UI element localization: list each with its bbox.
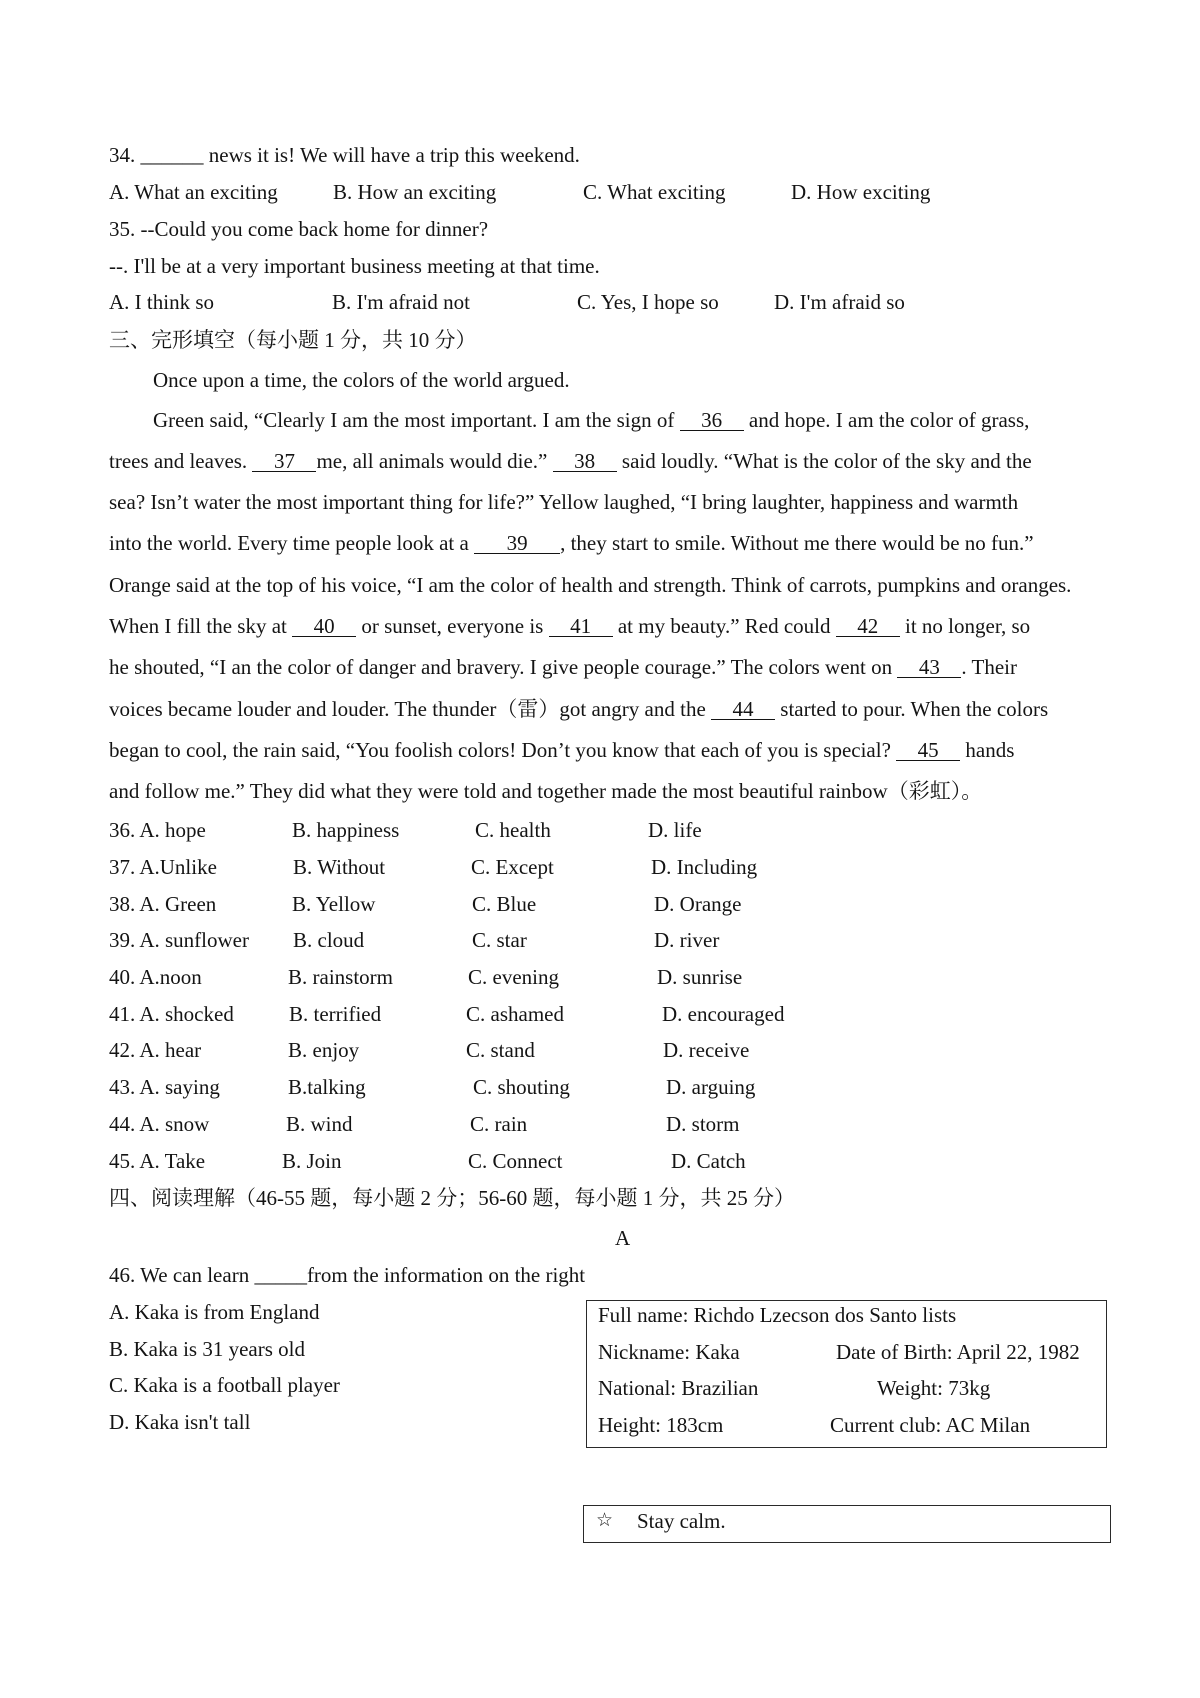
cloze-line-3 — [109, 490, 1018, 514]
blank-37: 37 — [252, 451, 316, 472]
q46-option-b: B. Kaka is 31 years old — [109, 1337, 305, 1361]
q42-option-b: B. enjoy — [288, 1038, 360, 1062]
q42-option-d: D. receive — [663, 1038, 750, 1062]
q43-option-a: 43. A. saying — [109, 1075, 220, 1099]
q35-option-c: C. Yes, I hope so — [577, 290, 719, 314]
cloze-text: Green said, “Clearly I am the most important. I am the sign of — [153, 408, 680, 432]
cloze-text: trees and leaves. — [109, 449, 253, 473]
cloze-line-7 — [109, 655, 1017, 679]
profile-nickname: Nickname: Kaka — [598, 1340, 740, 1364]
q37-option-b: B. Without — [293, 855, 386, 879]
tip-box — [583, 1505, 1111, 1543]
q38-option-a: 38. A. Green — [109, 892, 217, 916]
profile-weight: Weight: 73kg — [877, 1376, 991, 1400]
cloze-text: it no longer, so — [899, 614, 1031, 638]
question-46-stem: 46. We can learn _____from the information on the right — [109, 1263, 586, 1287]
q36-option-a: 36. A. hope — [109, 818, 206, 842]
cloze-text: voices became louder and louder. The thunder（雷）got angry and the — [109, 697, 712, 721]
cloze-line-1 — [153, 408, 1029, 432]
cloze-text: into the world. Every time people look at a — [109, 531, 475, 555]
q38-option-b: B. Yellow — [292, 892, 376, 916]
cloze-line-4 — [109, 531, 1034, 555]
cloze-text: hands — [960, 738, 1015, 762]
q41-option-b: B. terrified — [289, 1002, 382, 1026]
q35-option-b: B. I'm afraid not — [332, 290, 470, 314]
cloze-line-5 — [109, 573, 1071, 597]
q34-option-b: B. How an exciting — [333, 180, 497, 204]
cloze-text: he shouted, “I an the color of danger and bravery. I give people courage.” The colors went on — [109, 655, 898, 679]
blank-43: 43 — [897, 657, 961, 678]
cloze-text: and hope. I am the color of grass, — [743, 408, 1030, 432]
q40-option-a: 40. A.noon — [109, 965, 202, 989]
profile-height: Height: 183cm — [598, 1413, 724, 1437]
profile-current-club: Current club: AC Milan — [830, 1413, 1031, 1437]
cloze-text: sea? Isn’t water the most important thing for life?” Yellow laughed, “I bring laughter, happiness and warmth — [109, 490, 1019, 514]
blank-42: 42 — [836, 616, 900, 637]
cloze-line-2 — [109, 449, 1032, 473]
q38-option-c: C. Blue — [472, 892, 537, 916]
star-icon: ☆ — [596, 1510, 614, 1531]
cloze-text: me, all animals would die.” — [316, 449, 553, 473]
cloze-text: or sunset, everyone is — [356, 614, 549, 638]
reading-section-heading: 四、阅读理解（46-55 题，每小题 2 分；56-60 题，每小题 1 分，共 25 分） — [109, 1186, 795, 1210]
cloze-line-10 — [109, 779, 982, 803]
cloze-text: started to pour. When the colors — [775, 697, 1049, 721]
profile-national: National: Brazilian — [598, 1376, 759, 1400]
q46-option-d: D. Kaka isn't tall — [109, 1410, 251, 1434]
profile-date-of-birth: Date of Birth: April 22, 1982 — [836, 1340, 1080, 1364]
blank-38: 38 — [553, 451, 617, 472]
blank-40: 40 — [292, 616, 356, 637]
cloze-section-heading: 三、完形填空（每小题 1 分，共 10 分） — [109, 328, 477, 352]
q46-option-a: A. Kaka is from England — [109, 1300, 320, 1324]
q42-option-a: 42. A. hear — [109, 1038, 202, 1062]
cloze-text: began to cool, the rain said, “You foolish colors! Don’t you know that each of you is special? — [109, 738, 897, 762]
cloze-text: , they start to smile. Without me there would be no fun.” — [560, 531, 1034, 555]
passage-label: A — [615, 1226, 631, 1250]
q34-option-d: D. How exciting — [791, 180, 931, 204]
q45-option-a: 45. A. Take — [109, 1149, 206, 1173]
q44-option-c: C. rain — [470, 1112, 528, 1136]
q36-option-c: C. health — [475, 818, 551, 842]
cloze-text: . Their — [961, 655, 1017, 679]
cloze-text: at my beauty.” Red could — [612, 614, 836, 638]
cloze-line-9 — [109, 738, 1014, 762]
q41-option-c: C. ashamed — [466, 1002, 564, 1026]
question-35-reply: --. I'll be at a very important business meeting at that time. — [109, 254, 600, 278]
cloze-text: said loudly. “What is the color of the sky and the — [616, 449, 1032, 473]
blank-41: 41 — [549, 616, 613, 637]
q46-option-c: C. Kaka is a football player — [109, 1373, 340, 1397]
q39-option-a: 39. A. sunflower — [109, 928, 249, 952]
q37-option-c: C. Except — [471, 855, 554, 879]
q37-option-d: D. Including — [651, 855, 758, 879]
question-35-stem: 35. --Could you come back home for dinner? — [109, 217, 489, 241]
q34-option-a: A. What an exciting — [109, 180, 278, 204]
q38-option-d: D. Orange — [654, 892, 742, 916]
player-profile-box — [586, 1300, 1107, 1448]
q39-option-b: B. cloud — [293, 928, 365, 952]
question-34-stem: 34. ______ news it is! We will have a trip this weekend. — [109, 143, 580, 167]
cloze-opening-line: Once upon a time, the colors of the world argued. — [153, 368, 570, 392]
blank-36: 36 — [680, 410, 744, 431]
q43-option-c: C. shouting — [473, 1075, 570, 1099]
q35-option-d: D. I'm afraid so — [774, 290, 905, 314]
cloze-text: and follow me.” They did what they were told and together made the most beautiful rainbow（彩虹）。 — [109, 779, 983, 803]
cloze-text: When I fill the sky at — [109, 614, 293, 638]
q43-option-b: B.talking — [288, 1075, 366, 1099]
q41-option-a: 41. A. shocked — [109, 1002, 234, 1026]
blank-39: 39 — [474, 533, 560, 554]
q40-option-b: B. rainstorm — [288, 965, 393, 989]
q43-option-d: D. arguing — [666, 1075, 756, 1099]
q36-option-d: D. life — [648, 818, 702, 842]
cloze-text: Orange said at the top of his voice, “I am the color of health and strength. Think of carrots, pumpkins and oranges. — [109, 573, 1072, 597]
q36-option-b: B. happiness — [292, 818, 400, 842]
q39-option-d: D. river — [654, 928, 720, 952]
q41-option-d: D. encouraged — [662, 1002, 785, 1026]
profile-full-name: Full name: Richdo Lzecson dos Santo lists — [598, 1303, 957, 1327]
q37-option-a: 37. A.Unlike — [109, 855, 217, 879]
q44-option-a: 44. A. snow — [109, 1112, 210, 1136]
q45-option-b: B. Join — [282, 1149, 342, 1173]
q44-option-b: B. wind — [286, 1112, 353, 1136]
q45-option-c: C. Connect — [468, 1149, 563, 1173]
q42-option-c: C. stand — [466, 1038, 535, 1062]
q39-option-c: C. star — [472, 928, 527, 952]
q34-option-c: C. What exciting — [583, 180, 726, 204]
cloze-line-6 — [109, 614, 1030, 638]
q45-option-d: D. Catch — [671, 1149, 746, 1173]
blank-44: 44 — [711, 699, 775, 720]
blank-45: 45 — [896, 740, 960, 761]
q44-option-d: D. storm — [666, 1112, 740, 1136]
tip-text: Stay calm. — [637, 1509, 726, 1533]
q35-option-a: A. I think so — [109, 290, 214, 314]
cloze-line-8 — [109, 697, 1048, 721]
q40-option-c: C. evening — [468, 965, 559, 989]
q40-option-d: D. sunrise — [657, 965, 743, 989]
